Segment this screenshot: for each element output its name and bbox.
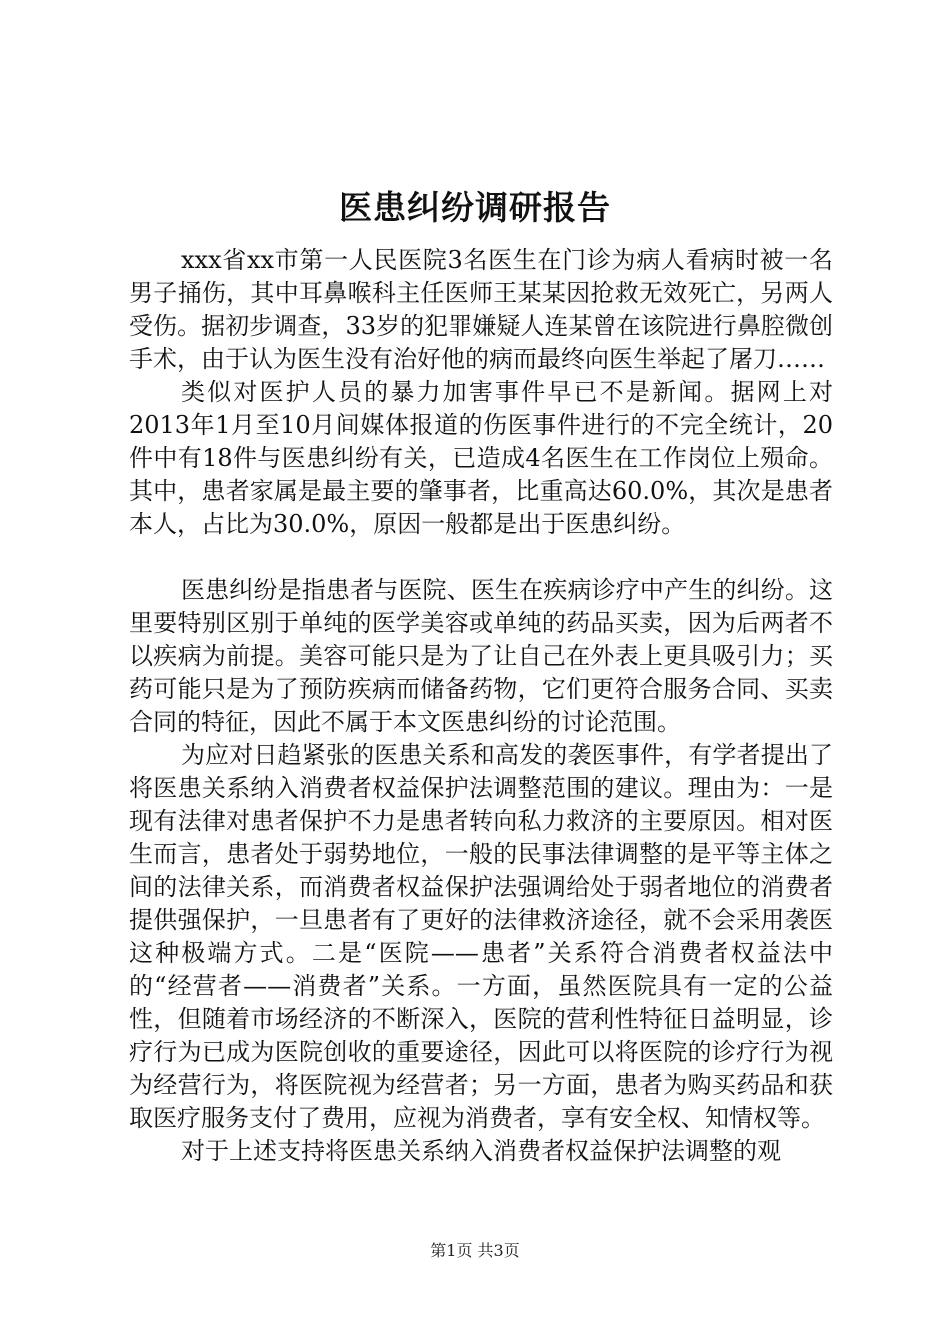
- page-footer: 第1页 共3页: [430, 1241, 520, 1260]
- paragraph-2: 类似对医护人员的暴力加害事件早已不是新闻。据网上对2013年1月至10月间媒体报道的伤医事件进行的不完全统计，20件中有18件与医患纠纷有关，已造成4名医生在工作岗位上殒命。其中，患者家属是最主要的肇事者，比重高达60.0%，其次是患者本人，占比为30.0%，原因一般都是出于医患纠纷。: [129, 378, 833, 538]
- paragraph-1: xxx省xx市第一人民医院3名医生在门诊为病人看病时被一名男子捅伤，其中耳鼻喉科主任医师王某某因抢救无效死亡，另两人受伤。据初步调查，33岁的犯罪嫌疑人连某曾在该院进行鼻腔微创手术，由于认为医生没有治好他的病而最终向医生举起了屠刀……: [129, 246, 833, 373]
- document-title: 医患纠纷调研报告: [339, 188, 611, 227]
- paragraph-3: 医患纠纷是指患者与医院、医生在疾病诊疗中产生的纠纷。这里要特别区别于单纯的医学美容或单纯的药品买卖，因为后两者不以疾病为前提。美容可能只是为了让自己在外表上更具吸引力；买药可能只是为了预防疾病而储备药物，它们更符合服务合同、买卖合同的特征，因此不属于本文医患纠纷的讨论范围。: [129, 576, 833, 736]
- paragraph-5: 对于上述支持将医患关系纳入消费者权益保护法调整的观: [181, 1137, 781, 1165]
- document-body: [129, 244, 833, 1168]
- paragraph-4: 为应对日趋紧张的医患关系和高发的袭医事件，有学者提出了将医患关系纳入消费者权益保护法调整范围的建议。理由为：一是现有法律对患者保护不力是患者转向私力救济的主要原因。相对医生而言，患者处于弱势地位，一般的民事法律调整的是平等主体之间的法律关系，而消费者权益保护法强调给处于弱者地位的消费者提供强保护，一旦患者有了更好的法律救济途径，就不会采用袭医这种极端方式。二是“医院——患者”关系符合消费者权益法中的“经营者——消费者”关系。一方面，虽然医院具有一定的公益性，但随着市场经济的不断深入，医院的营利性特征日益明显，诊疗行为已成为医院创收的重要途径，因此可以将医院的诊疗行为视为经营行为，将医院视为经营者；另一方面，患者为购买药品和获取医疗服务支付了费用，应视为消费者，享有安全权、知情权等。: [129, 741, 833, 1132]
